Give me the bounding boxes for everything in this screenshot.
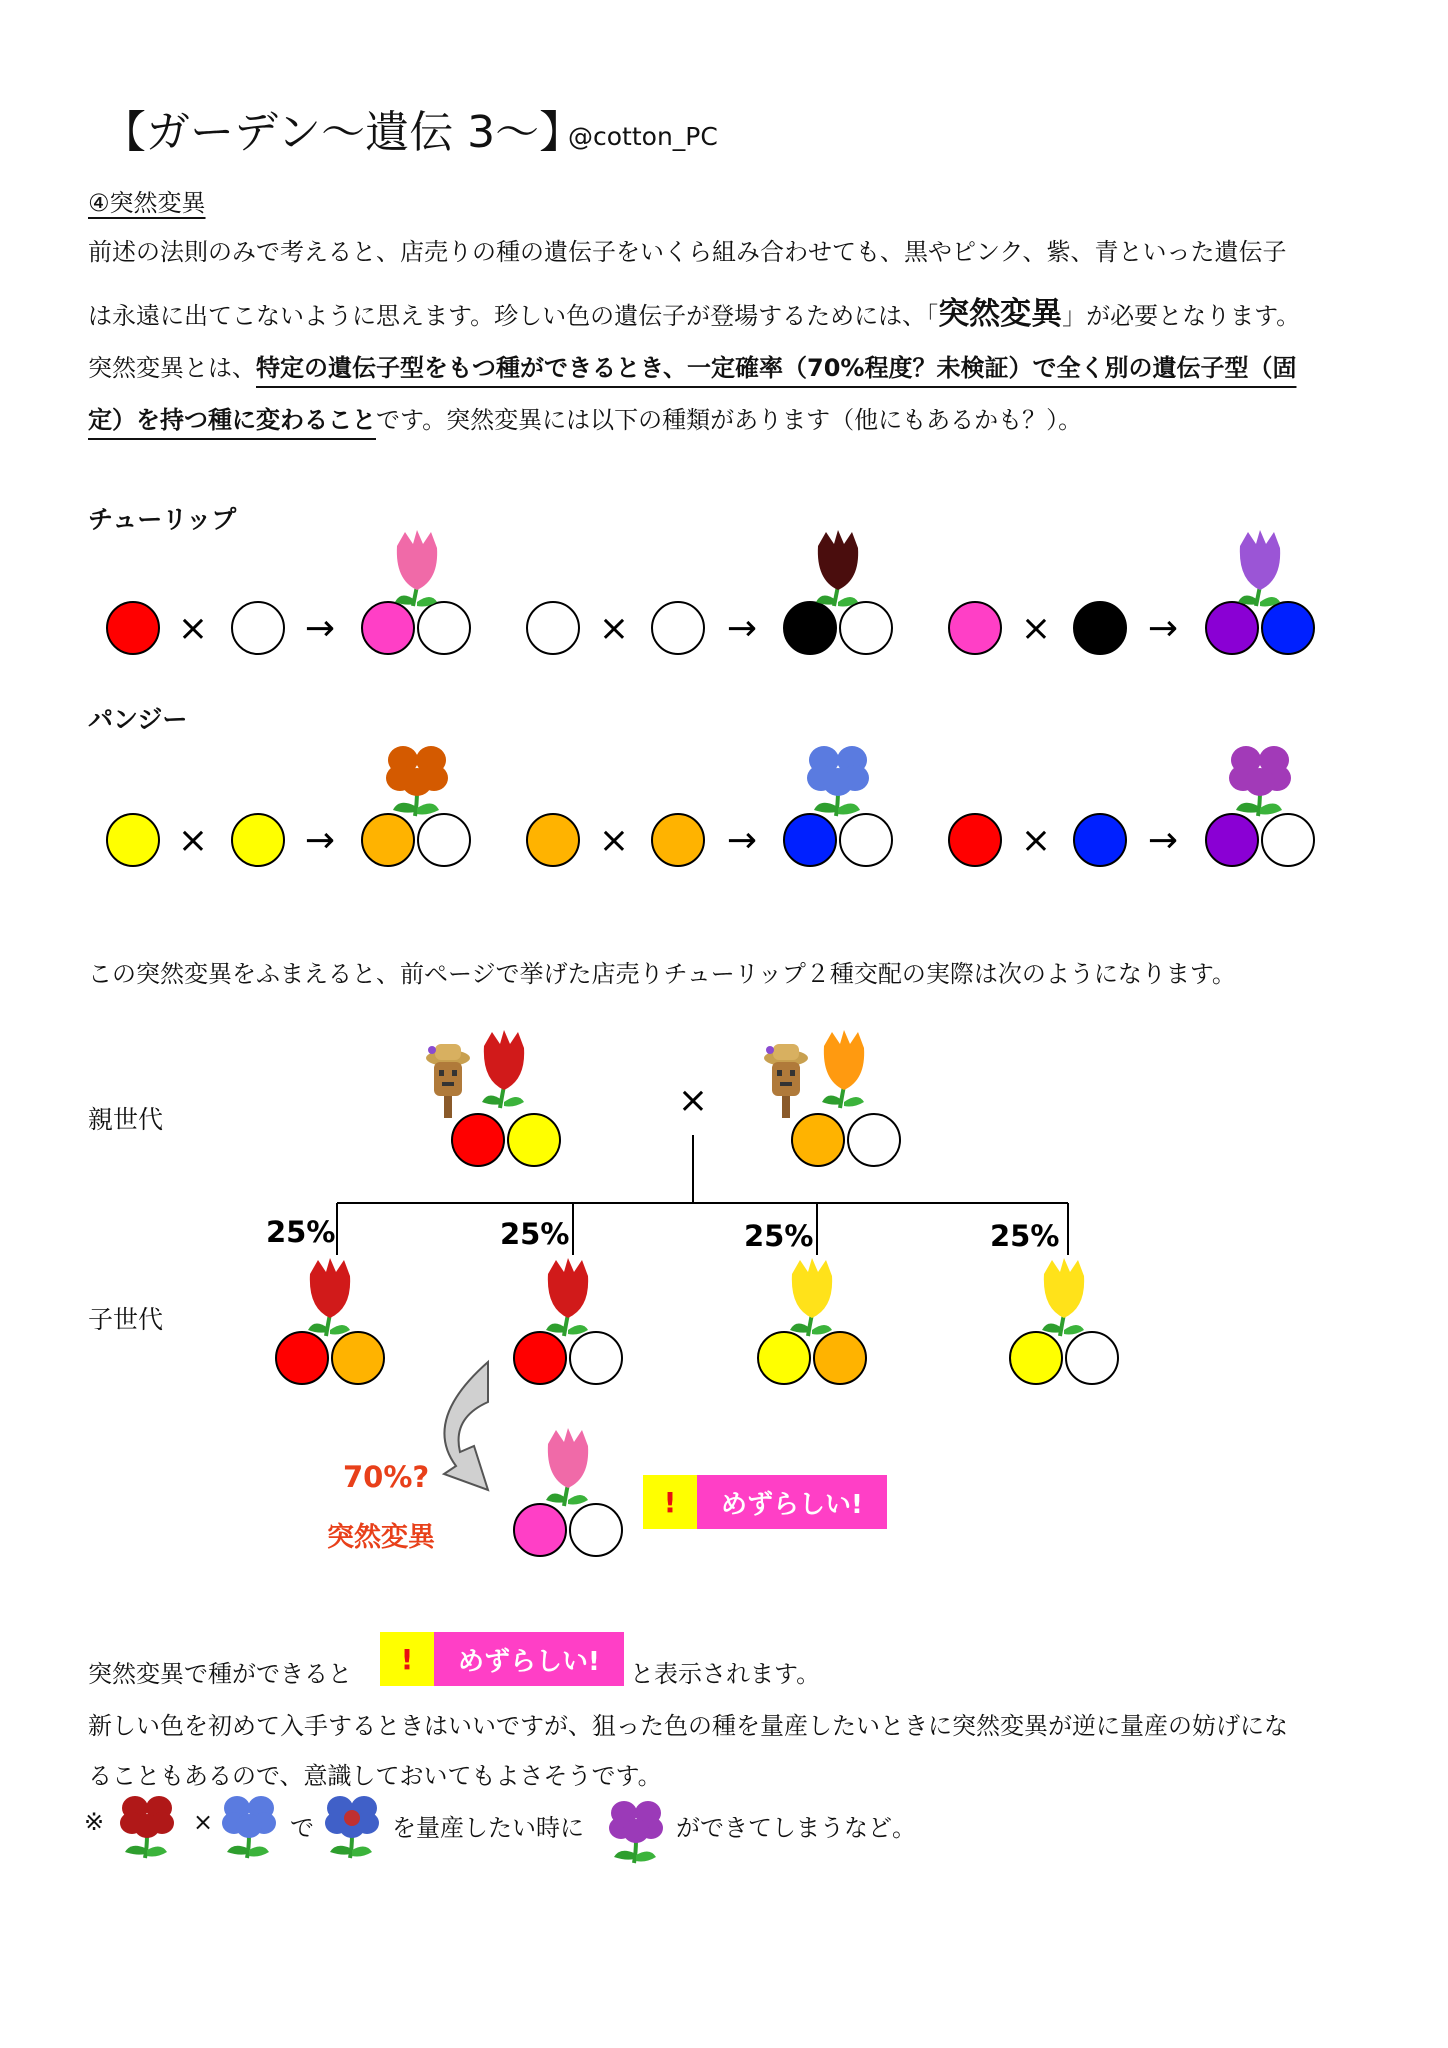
child-1 — [276, 1258, 384, 1384]
page-title: 【ガーデン〜遺伝 3〜】 — [102, 107, 584, 158]
gene-circle — [362, 602, 414, 654]
paragraph-line-2 — [88, 288, 1300, 333]
gene-circle — [949, 814, 1001, 866]
times-symbol: × — [177, 820, 209, 861]
gene-circle — [784, 814, 836, 866]
blue-pansy-icon — [807, 746, 869, 816]
note-text: を量産したい時に — [392, 1814, 584, 1842]
times-symbol: × — [177, 608, 209, 649]
gene-circle — [652, 602, 704, 654]
probability-label: 25% — [744, 1219, 814, 1253]
gene-circle — [792, 1114, 844, 1166]
yellow-tulip-icon — [1042, 1258, 1084, 1336]
orange-tulip-icon — [822, 1030, 864, 1108]
parent-2 — [764, 1030, 900, 1166]
arrow-symbol: → — [304, 608, 336, 649]
mutation-probability: 70%? — [343, 1460, 430, 1494]
gene-circle — [570, 1504, 622, 1556]
gene-circle — [508, 1114, 560, 1166]
gene-circle — [1262, 602, 1314, 654]
gene-circle — [452, 1114, 504, 1166]
pansy-section-label: パンジー — [88, 705, 188, 734]
red-tulip-icon — [308, 1258, 350, 1336]
gene-circle — [814, 1332, 866, 1384]
line-text: です。突然変異には以下の種類があります（他にもあるかも？）。 — [376, 406, 1083, 434]
yellow-tulip-icon — [790, 1258, 832, 1336]
mutation-label: 突然変異 — [327, 1522, 435, 1553]
child-4 — [1010, 1258, 1118, 1384]
emphasis-term: 突然変異 — [938, 296, 1063, 332]
parent-1 — [426, 1030, 560, 1166]
note-mark: ※ — [84, 1808, 105, 1836]
gene-circle — [570, 1332, 622, 1384]
bottom-line-2: 新しい色を初めて入手するときはいいですが、狙った色の種を量産したいときに突然変異が逆に量産の妨げにな — [88, 1712, 1288, 1740]
gene-circle — [514, 1332, 566, 1384]
gene-circle — [107, 814, 159, 866]
gene-circle — [418, 814, 470, 866]
child-generation-label: 子世代 — [88, 1305, 164, 1334]
rare-badge-inline — [380, 1632, 624, 1686]
gene-circle — [527, 814, 579, 866]
gene-circle — [1066, 1332, 1118, 1384]
gene-circle — [418, 602, 470, 654]
paragraph-line-1: 前述の法則のみで考えると、店売りの種の遺伝子をいくら組み合わせても、黒やピンク、紫、青といった遺伝子 — [88, 238, 1287, 266]
exclamation-icon: ! — [380, 1632, 434, 1686]
section-heading: ④突然変異 — [88, 189, 206, 217]
author-handle: @cotton_PC — [568, 122, 718, 151]
exclamation-icon: ! — [643, 1475, 697, 1529]
gene-circle — [758, 1332, 810, 1384]
note-text: ができてしまうなど。 — [676, 1814, 916, 1842]
mutation-arrow-icon — [444, 1362, 488, 1490]
blue-pansy-icon — [222, 1796, 276, 1858]
gene-circle — [107, 602, 159, 654]
purple-tulip-icon — [1238, 530, 1280, 607]
note-pansy-icons — [0, 1780, 1448, 1890]
tulip-rule-1 — [107, 530, 470, 654]
line-text: 突然変異とは、 — [88, 354, 256, 382]
child-2 — [514, 1258, 622, 1384]
gene-circle — [848, 1114, 900, 1166]
parent-generation-label: 親世代 — [88, 1105, 164, 1134]
red-tulip-icon — [482, 1030, 524, 1108]
rare-badge-text: めずらしい! — [697, 1475, 887, 1529]
gene-circle — [527, 602, 579, 654]
paragraph-line-3 — [88, 348, 1296, 383]
arrow-symbol: → — [726, 820, 758, 861]
scarecrow-icon — [426, 1044, 470, 1118]
gene-circle — [362, 814, 414, 866]
gene-circle — [1010, 1332, 1062, 1384]
probability-label: 25% — [500, 1217, 570, 1251]
probability-label: 25% — [990, 1219, 1060, 1253]
underlined-definition: 特定の遺伝子型をもつ種ができるとき、一定確率（70%程度？未検証）で全く別の遺伝子型（固 — [256, 354, 1297, 382]
pansy-rule-1 — [107, 746, 470, 866]
tulip-rule-3 — [949, 530, 1314, 654]
gene-circle — [949, 602, 1001, 654]
tulip-section-label: チューリップ — [88, 505, 237, 534]
gene-circle — [276, 1332, 328, 1384]
gene-circle — [1074, 602, 1126, 654]
line-text: 」が必要となります。 — [1062, 302, 1301, 330]
gene-circle — [840, 602, 892, 654]
gene-circle — [1206, 602, 1258, 654]
pansy-rule-2 — [527, 746, 892, 866]
pink-tulip-icon — [395, 530, 437, 607]
underlined-definition: 定）を持つ種に変わること — [88, 406, 376, 434]
gene-circle — [652, 814, 704, 866]
bottom-line-1-end: と表示されます。 — [630, 1660, 821, 1688]
gene-circle — [514, 1504, 566, 1556]
times-symbol: × — [1020, 608, 1052, 649]
probability-label: 25% — [266, 1215, 336, 1249]
arrow-symbol: → — [1147, 820, 1179, 861]
rare-badge-text: めずらしい! — [434, 1632, 624, 1686]
pansy-rule-3 — [949, 746, 1314, 866]
black-tulip-icon — [816, 530, 858, 607]
red-pansy-icon — [120, 1796, 174, 1858]
red-tulip-icon — [546, 1258, 588, 1336]
bottom-line-3: ることもあるので、意識しておいてもよさそうです。 — [88, 1762, 662, 1790]
gene-circle — [1074, 814, 1126, 866]
gene-circle — [332, 1332, 384, 1384]
gene-circle — [232, 814, 284, 866]
paragraph-line-4 — [88, 400, 1082, 435]
arrow-symbol: → — [726, 608, 758, 649]
bottom-line-1: 突然変異で種ができると — [88, 1660, 352, 1688]
cross-times-symbol: × — [677, 1080, 709, 1121]
rare-badge — [643, 1475, 887, 1529]
arrow-symbol: → — [304, 820, 336, 861]
line-text: は永遠に出てこないように思えます。珍しい色の遺伝子が登場するためには、「 — [88, 302, 939, 330]
purple-pansy-icon — [609, 1801, 663, 1863]
child-3 — [758, 1258, 866, 1384]
arrow-symbol: → — [1147, 608, 1179, 649]
gene-circle — [1206, 814, 1258, 866]
note-text: で — [290, 1814, 314, 1842]
gene-circle — [232, 602, 284, 654]
orange-pansy-icon — [386, 746, 448, 816]
gene-circle — [784, 602, 836, 654]
tulip-rule-2 — [527, 530, 892, 654]
times-symbol: × — [598, 608, 630, 649]
gene-circle — [840, 814, 892, 866]
mutation-rules-diagram — [0, 520, 1448, 880]
times-symbol: × — [1020, 820, 1052, 861]
mutation-result — [514, 1428, 622, 1556]
red-blue-pansy-icon — [325, 1796, 379, 1858]
pansy-center — [344, 1810, 360, 1826]
scarecrow-icon — [764, 1044, 808, 1118]
times-symbol: × — [598, 820, 630, 861]
gene-circle — [1262, 814, 1314, 866]
pink-tulip-icon — [546, 1428, 588, 1506]
note-times-symbol: × — [193, 1808, 214, 1836]
transition-sentence: この突然変異をふまえると、前ページで挙げた店売りチューリップ２種交配の実際は次のようになります。 — [88, 960, 1236, 988]
purple-pansy-icon — [1229, 746, 1291, 816]
